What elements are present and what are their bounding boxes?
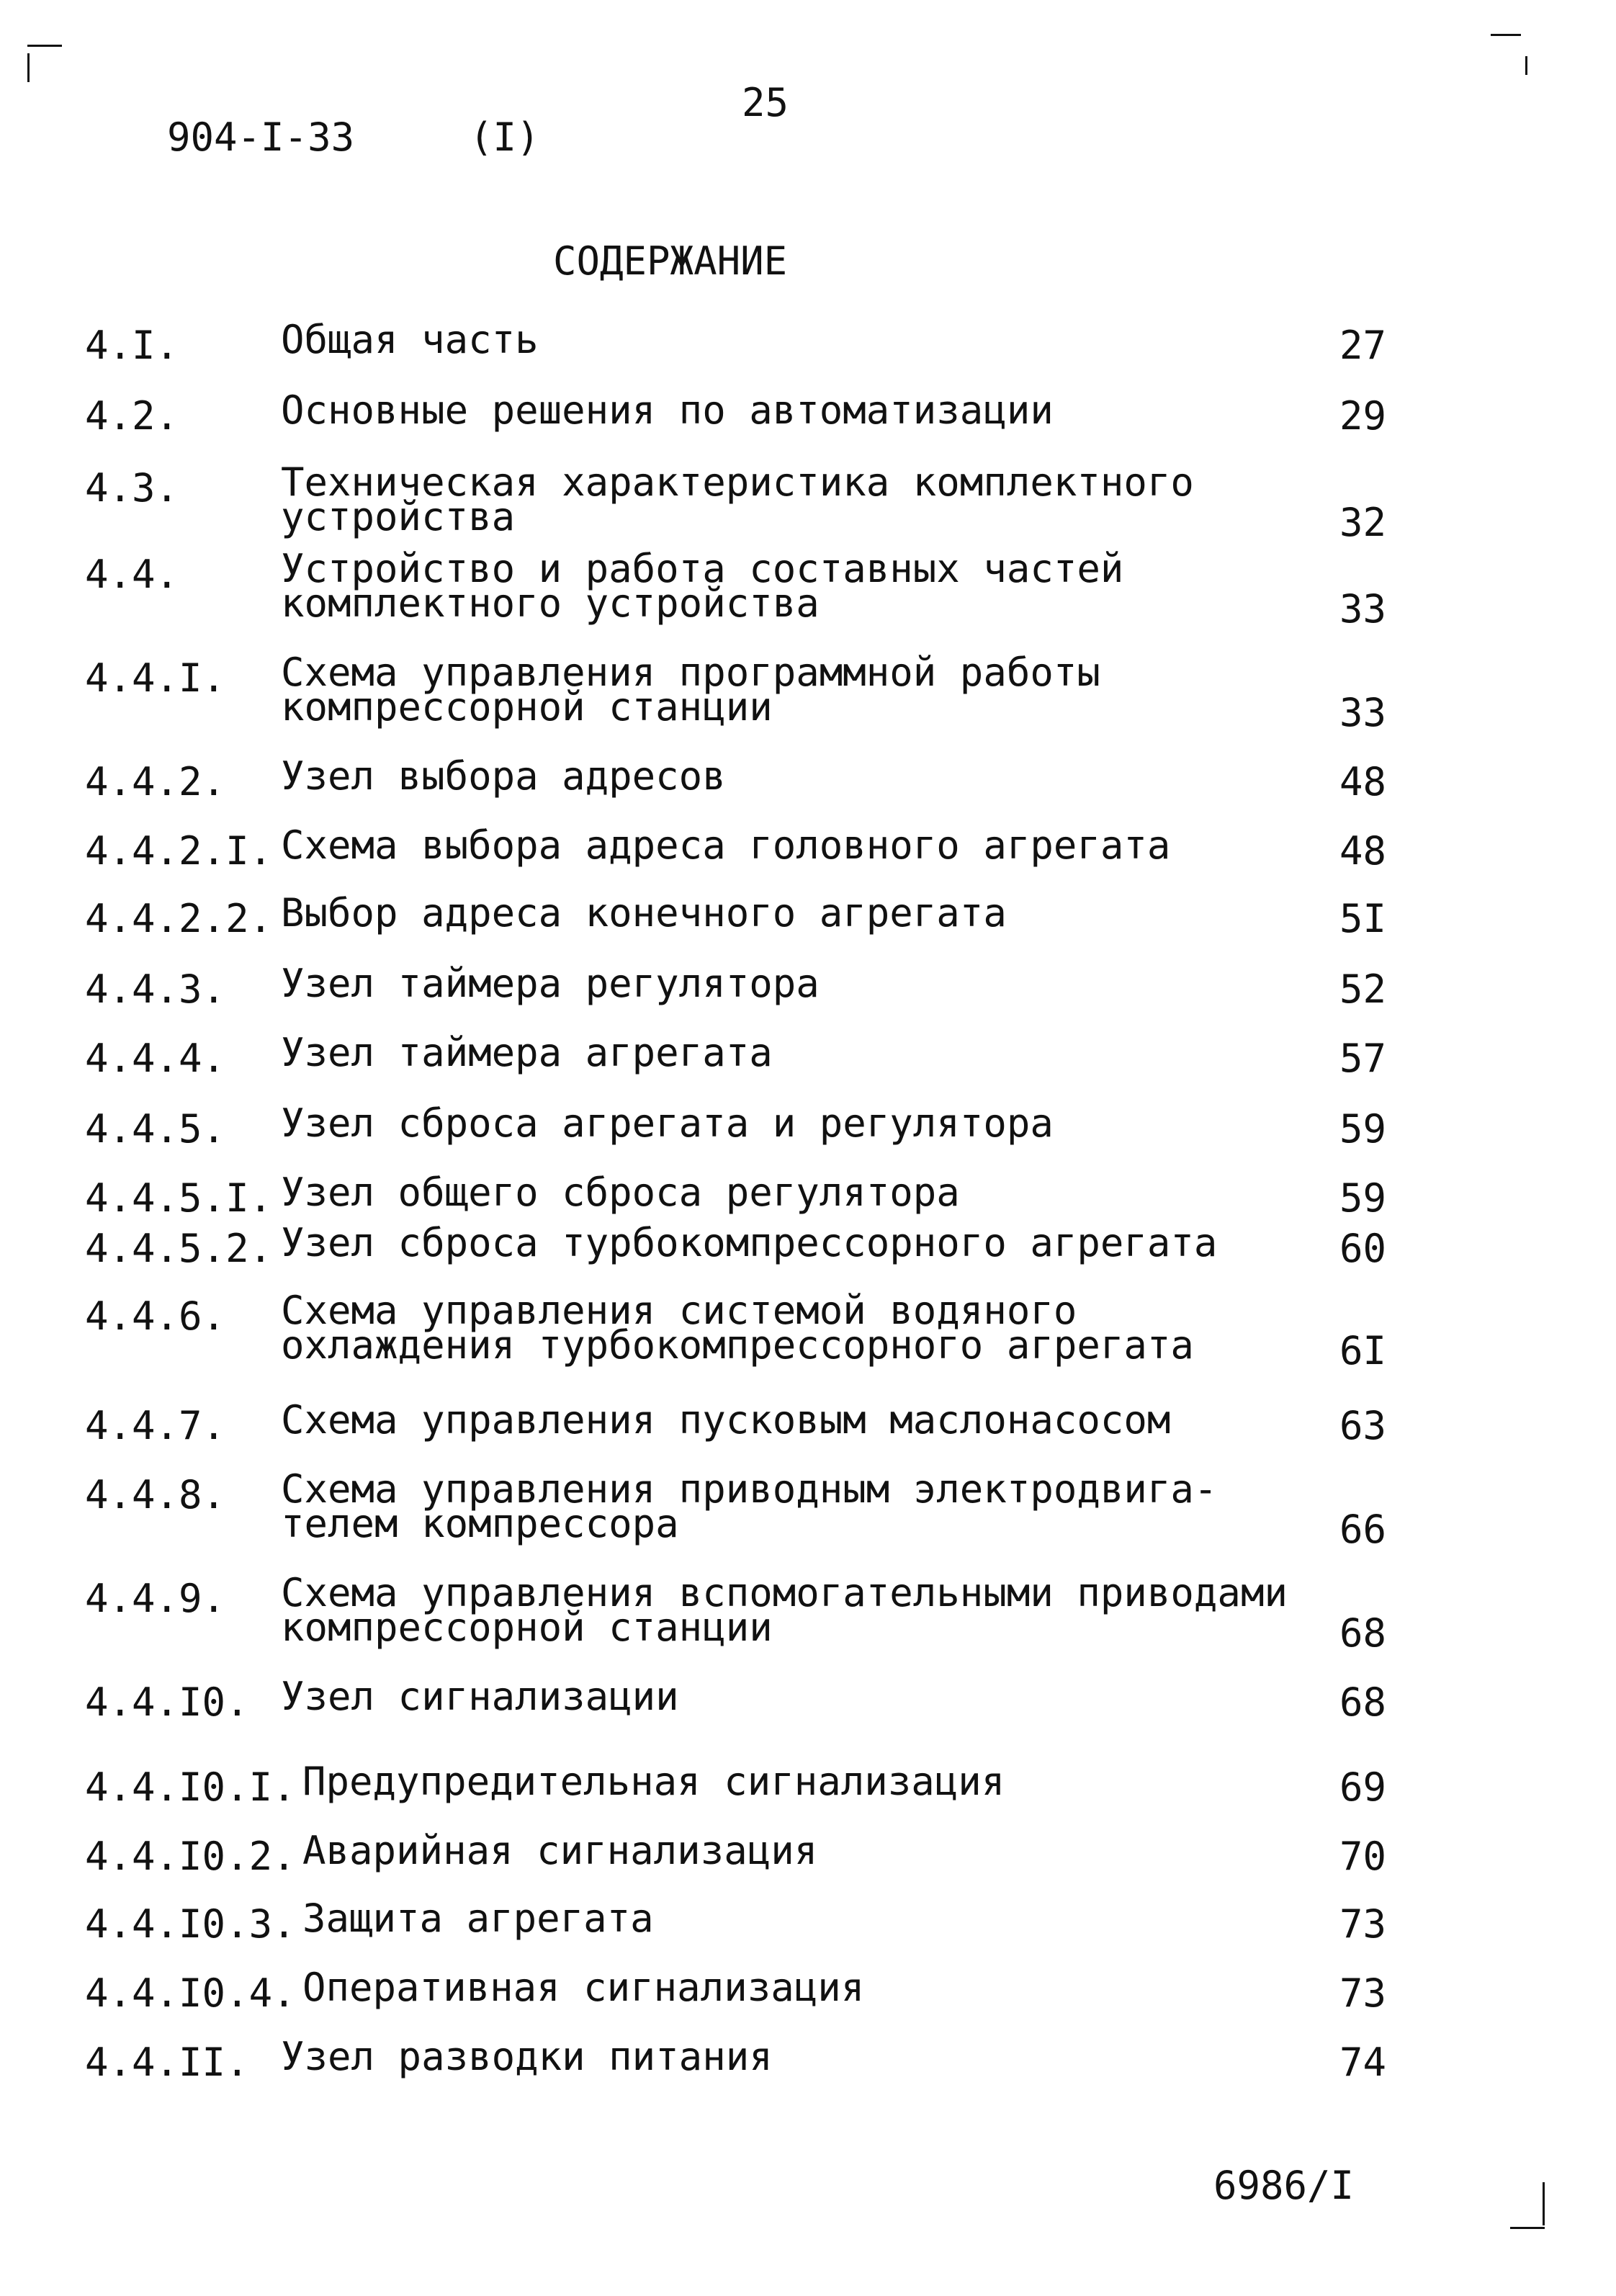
- toc-number: 4.4.3.: [85, 967, 226, 1012]
- toc-page: 70: [1339, 1834, 1386, 1879]
- toc-page: 27: [1339, 323, 1386, 368]
- toc-title: Схема выбора адреса головного агрегата: [281, 822, 1171, 868]
- toc-page: 29: [1339, 393, 1386, 439]
- toc-item: [0, 1570, 1616, 1677]
- document-code: 904-I-33: [167, 115, 355, 160]
- toc-page: 59: [1339, 1175, 1386, 1221]
- page-number: 25: [742, 80, 789, 125]
- toc-number: 4.4.II.: [85, 2040, 249, 2085]
- toc-number: 4.4.6.: [85, 1293, 226, 1339]
- toc-number: 4.4.2.I.: [85, 828, 273, 874]
- toc-number: 4.4.2.: [85, 759, 226, 804]
- toc-title: Узел сброса турбокомпрессорного агрегата: [281, 1220, 1218, 1265]
- toc-title: Узел сигнализации: [281, 1674, 679, 1719]
- toc-title: Выбор адреса конечного агрегата: [281, 890, 1007, 936]
- toc-page: 63: [1339, 1403, 1386, 1448]
- toc-item: [0, 1288, 1616, 1394]
- toc-title: Общая часть: [281, 317, 539, 362]
- toc-page: 6I: [1339, 1328, 1386, 1373]
- toc-title: Предупредительная сигнализация: [302, 1759, 1005, 1804]
- toc-item: [0, 546, 1616, 653]
- toc-page: 74: [1339, 2040, 1386, 2085]
- toc-item: [0, 1466, 1616, 1573]
- toc-page: 69: [1339, 1764, 1386, 1810]
- toc-page: 73: [1339, 1970, 1386, 2016]
- toc-item: [0, 2034, 1616, 2140]
- toc-number: 4.2.: [85, 393, 179, 439]
- toc-item: [0, 650, 1616, 756]
- toc-page: 66: [1339, 1507, 1386, 1552]
- toc-title: Схема управления пусковым маслонасосом: [281, 1397, 1171, 1443]
- toc-title: Устройство и работа составных частей комплектного устройства: [281, 546, 1124, 626]
- toc-number: 4.4.8.: [85, 1472, 226, 1517]
- toc-title: Техническая характеристика комплектного устройства: [281, 459, 1194, 539]
- toc-page: 33: [1339, 690, 1386, 735]
- toc-number: 4.4.I.: [85, 655, 226, 701]
- toc-number: 4.4.: [85, 552, 179, 597]
- inventory-number: 6986/I: [1213, 2163, 1355, 2208]
- toc-title: Защита агрегата: [302, 1896, 654, 1941]
- toc-title: Основные решения по автоматизации: [281, 387, 1054, 433]
- toc-page: 68: [1339, 1610, 1386, 1656]
- toc-title: Схема управления приводным электродвига- телем компрессора: [281, 1466, 1218, 1546]
- toc-title: Узел общего сброса регулятора: [281, 1170, 960, 1215]
- toc-title: Схема управления вспомогательными приводами компрессорной станции: [281, 1570, 1288, 1650]
- toc-number: 4.4.9.: [85, 1576, 226, 1621]
- toc-page: 73: [1339, 1901, 1386, 1947]
- toc-number: 4.4.5.2.: [85, 1226, 273, 1271]
- toc-number: 4.4.I0.I.: [85, 1764, 296, 1810]
- toc-number: 4.4.4.: [85, 1036, 226, 1081]
- toc-number: 4.4.5.: [85, 1106, 226, 1152]
- toc-number: 4.4.I0.4.: [85, 1970, 296, 2016]
- toc-title: Аварийная сигнализация: [302, 1828, 818, 1873]
- toc-number: 4.4.I0.: [85, 1680, 249, 1725]
- toc-page: 32: [1339, 500, 1386, 545]
- toc-number: 4.4.I0.3.: [85, 1901, 296, 1947]
- toc-title: Узел разводки питания: [281, 2034, 773, 2079]
- toc-page: 52: [1339, 967, 1386, 1012]
- toc-title: Узел сброса агрегата и регулятора: [281, 1100, 1054, 1146]
- toc-number: 4.4.5.I.: [85, 1175, 273, 1221]
- toc-title: Схема управления системой водяного охлаждения турбокомпрессорного агрегата: [281, 1288, 1194, 1368]
- toc-number: 4.4.I0.2.: [85, 1834, 296, 1879]
- toc-number: 4.I.: [85, 323, 179, 368]
- document-part: (I): [470, 115, 540, 160]
- toc-page: 5I: [1339, 896, 1386, 941]
- contents-title: СОДЕРЖАНИЕ: [553, 238, 788, 284]
- toc-page: 68: [1339, 1680, 1386, 1725]
- toc-page: 48: [1339, 828, 1386, 874]
- toc-number: 4.4.2.2.: [85, 896, 273, 941]
- toc-title: Узел таймера регулятора: [281, 961, 820, 1006]
- toc-page: 33: [1339, 586, 1386, 632]
- toc-title: Узел выбора адресов: [281, 753, 726, 799]
- toc-page: 57: [1339, 1036, 1386, 1081]
- toc-number: 4.3.: [85, 465, 179, 511]
- toc-number: 4.4.7.: [85, 1403, 226, 1448]
- toc-page: 59: [1339, 1106, 1386, 1152]
- toc-page: 48: [1339, 759, 1386, 804]
- toc-title: Узел таймера агрегата: [281, 1030, 773, 1075]
- toc-title: Оперативная сигнализация: [302, 1965, 865, 2010]
- toc-title: Схема управления программной работы компрессорной станции: [281, 650, 1100, 730]
- toc-page: 60: [1339, 1226, 1386, 1271]
